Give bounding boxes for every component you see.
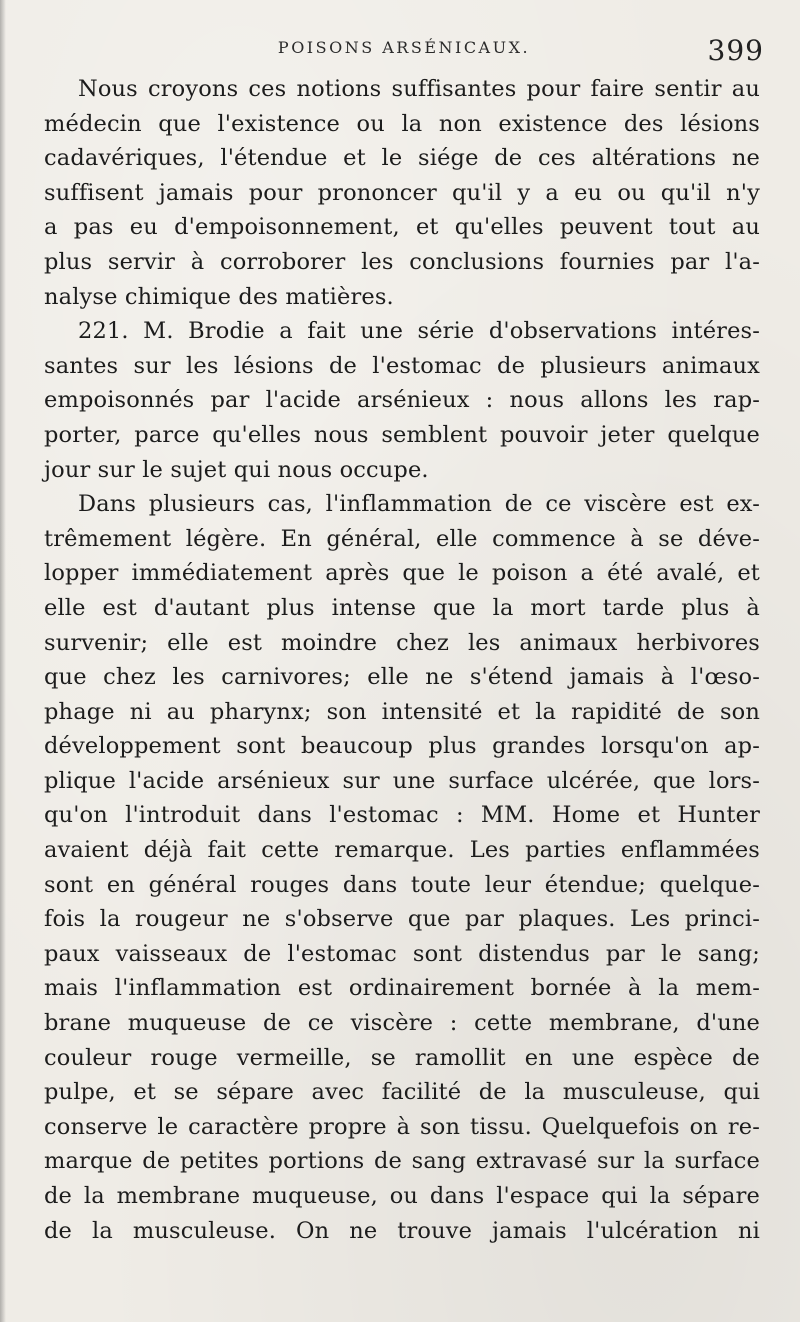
text-line: développement sont beaucoup plus grandes lorsqu'on ap- (44, 733, 760, 760)
text-line: jour sur le sujet qui nous occupe. (44, 456, 429, 483)
page-header (40, 34, 768, 74)
text-line: avaient déjà fait cette remarque. Les parties enflammées (44, 837, 760, 864)
text-line: trêmement légère. En général, elle commence à se déve- (44, 525, 760, 552)
text-line: médecin que l'existence ou la non existence des lésions (44, 110, 760, 137)
running-head: POISONS ARSÉNICAUX. (277, 38, 531, 57)
text-line: couleur rouge vermeille, se ramollit en une espèce de (44, 1044, 760, 1071)
text-line: survenir; elle est moindre chez les animaux herbivores (44, 629, 760, 656)
text-line: sont en général rouges dans toute leur étendue; quelque- (44, 871, 760, 898)
text-line: lopper immédiatement après que le poison a été avalé, et (44, 560, 760, 587)
text-line: elle est d'autant plus intense que la mort tarde plus à (44, 594, 760, 621)
text-line: de la membrane muqueuse, ou dans l'espace qui la sépare (44, 1183, 760, 1209)
text-line: qu'on l'introduit dans l'estomac : MM. Home et Hunter (44, 802, 760, 829)
text-line: Nous croyons ces notions suffisantes pour faire sentir au (78, 76, 760, 102)
text-line: empoisonnés par l'acide arsénieux : nous allons les rap- (44, 387, 760, 414)
text-line: que chez les carnivores; elle ne s'étend jamais à l'œso- (44, 664, 760, 691)
text-line: plique l'acide arsénieux sur une surface ulcérée, que lors- (44, 767, 760, 794)
text-line: suffisent jamais pour prononcer qu'il y a eu ou qu'il n'y (44, 179, 760, 206)
text-line: mais l'inflammation est ordinairement bornée à la mem- (44, 975, 760, 1002)
text-line: Dans plusieurs cas, l'inflammation de ce viscère est ex- (78, 491, 760, 518)
text-line: 221. M. Brodie a fait une série d'observations intéres- (78, 318, 760, 345)
text-line: paux vaisseaux de l'estomac sont distendus par le sang; (44, 940, 760, 967)
text-line: cadavériques, l'étendue et le siége de ces altérations ne (44, 145, 760, 172)
text-line: brane muqueuse de ce viscère : cette membrane, d'une (44, 1010, 760, 1037)
text-line: marque de petites portions de sang extravasé sur la surface (44, 1148, 760, 1175)
text-line: nalyse chimique des matières. (44, 283, 394, 310)
text-line: santes sur les lésions de l'estomac de plusieurs animaux (44, 352, 760, 379)
text-line: plus servir à corroborer les conclusions fournies par l'a- (44, 248, 760, 275)
text-line: phage ni au pharynx; son intensité et la rapidité de son (44, 698, 760, 725)
body-text (44, 72, 760, 1248)
text-line: a pas eu d'empoisonnement, et qu'elles peuvent tout au (44, 214, 760, 241)
text-line: conserve le caractère propre à son tissu. Quelquefois on re- (44, 1113, 760, 1140)
text-line: pulpe, et se sépare avec facilité de la musculeuse, qui (44, 1079, 760, 1106)
text-line: fois la rougeur ne s'observe que par plaques. Les princi- (44, 906, 760, 933)
text-line: de la musculeuse. On ne trouve jamais l'ulcération ni (44, 1217, 760, 1244)
page-edge-shadow (0, 0, 6, 1322)
page-number: 399 (707, 34, 764, 67)
text-line: porter, parce qu'elles nous semblent pouvoir jeter quelque (44, 421, 760, 448)
